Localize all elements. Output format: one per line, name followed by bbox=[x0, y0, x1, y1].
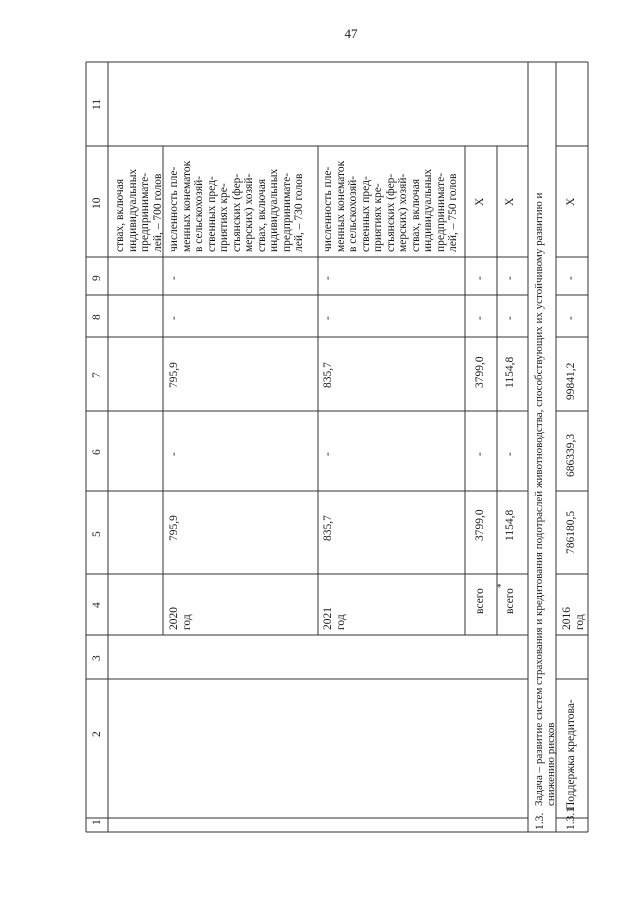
row-131-col8: - bbox=[565, 316, 577, 320]
row-cont-note: ствах, включая индивидуальных предпринимате- лей, – 700 голов bbox=[114, 168, 164, 252]
row-2020-year: 2020 год bbox=[168, 607, 193, 630]
row-total-col8: - bbox=[474, 316, 486, 320]
col-header-7: 7 bbox=[91, 372, 103, 378]
col-header-10: 10 bbox=[91, 197, 103, 209]
page-number: 47 bbox=[344, 26, 358, 41]
row-2020-col7: 795,9 bbox=[168, 362, 180, 388]
row-total-col7: 3799,0 bbox=[474, 356, 486, 388]
row-131-col6: 686339,3 bbox=[565, 433, 577, 477]
row-2020-note: численность пле- менных конематок в сельскохозяй- ственных пред- приятиях кре- стьянских (фер- мерских) хозяй- ствах, включая индивидуальных предпринимате- лей, – 730 голов bbox=[168, 160, 305, 252]
row-total-star-mark: * bbox=[496, 583, 506, 588]
row-2021-col5: 835,7 bbox=[322, 515, 334, 541]
col-header-4: 4 bbox=[91, 602, 103, 608]
row-2021-col8: - bbox=[322, 316, 334, 320]
row-131-col10: Х bbox=[565, 197, 577, 206]
col-header-11: 11 bbox=[91, 98, 103, 110]
row-total-col6: - bbox=[474, 452, 486, 456]
row-total-star-label: всего bbox=[504, 588, 516, 614]
row-131-col9: - bbox=[565, 276, 577, 280]
row-total-star-col7: 1154,8 bbox=[504, 356, 516, 388]
row-2021-col9: - bbox=[322, 276, 334, 280]
row-131-number: 1.3.1 bbox=[565, 807, 577, 830]
row-2020-col8: - bbox=[168, 316, 180, 320]
col-header-6: 6 bbox=[91, 449, 103, 455]
col-header-2: 2 bbox=[91, 731, 103, 737]
row-2020-col9: - bbox=[168, 276, 180, 280]
row-131-name: Поддержка кредитова- bbox=[565, 699, 577, 810]
row-131-col7: 99841,2 bbox=[565, 362, 577, 400]
col-header-5: 5 bbox=[91, 531, 103, 537]
row-total-star-col9: - bbox=[504, 276, 516, 280]
row-total-star-col10: Х bbox=[504, 197, 516, 206]
row-2021-col6: - bbox=[322, 452, 334, 456]
col-header-9: 9 bbox=[91, 275, 103, 281]
row-total-label: всего bbox=[474, 588, 486, 614]
col-header-8: 8 bbox=[91, 314, 103, 320]
row-2021-year: 2021 год bbox=[322, 607, 347, 630]
row-131-year: 2016 год bbox=[561, 607, 586, 630]
row-total-col5: 3799,0 bbox=[474, 509, 486, 541]
task-text: Задача – развитие систем страхования и кредитования подотраслей животноводства, способствующих их устойчивому развитию и снижению рисков bbox=[533, 192, 557, 806]
col-header-1: 1 bbox=[91, 819, 103, 825]
row-2020-col5: 795,9 bbox=[168, 515, 180, 541]
row-total-star-col5: 1154,8 bbox=[504, 509, 516, 541]
task-number: 1.3. bbox=[534, 812, 546, 830]
row-2020-col6: - bbox=[168, 452, 180, 456]
row-total-col10: Х bbox=[474, 197, 486, 206]
row-131-col5: 786180,5 bbox=[565, 510, 577, 554]
row-2021-col7: 835,7 bbox=[322, 362, 334, 388]
row-total-star-col8: - bbox=[504, 316, 516, 320]
row-total-col9: - bbox=[474, 276, 486, 280]
row-2021-note: численность пле- менных конематок в сельскохозяй- ственных пред- приятиях кре- стьянских (фер- мерских) хозяй- ствах, включая индивидуальных предпринимате- лей, – 750 голов bbox=[322, 160, 459, 252]
row-total-star-col6: - bbox=[504, 452, 516, 456]
col-header-3: 3 bbox=[91, 655, 103, 661]
